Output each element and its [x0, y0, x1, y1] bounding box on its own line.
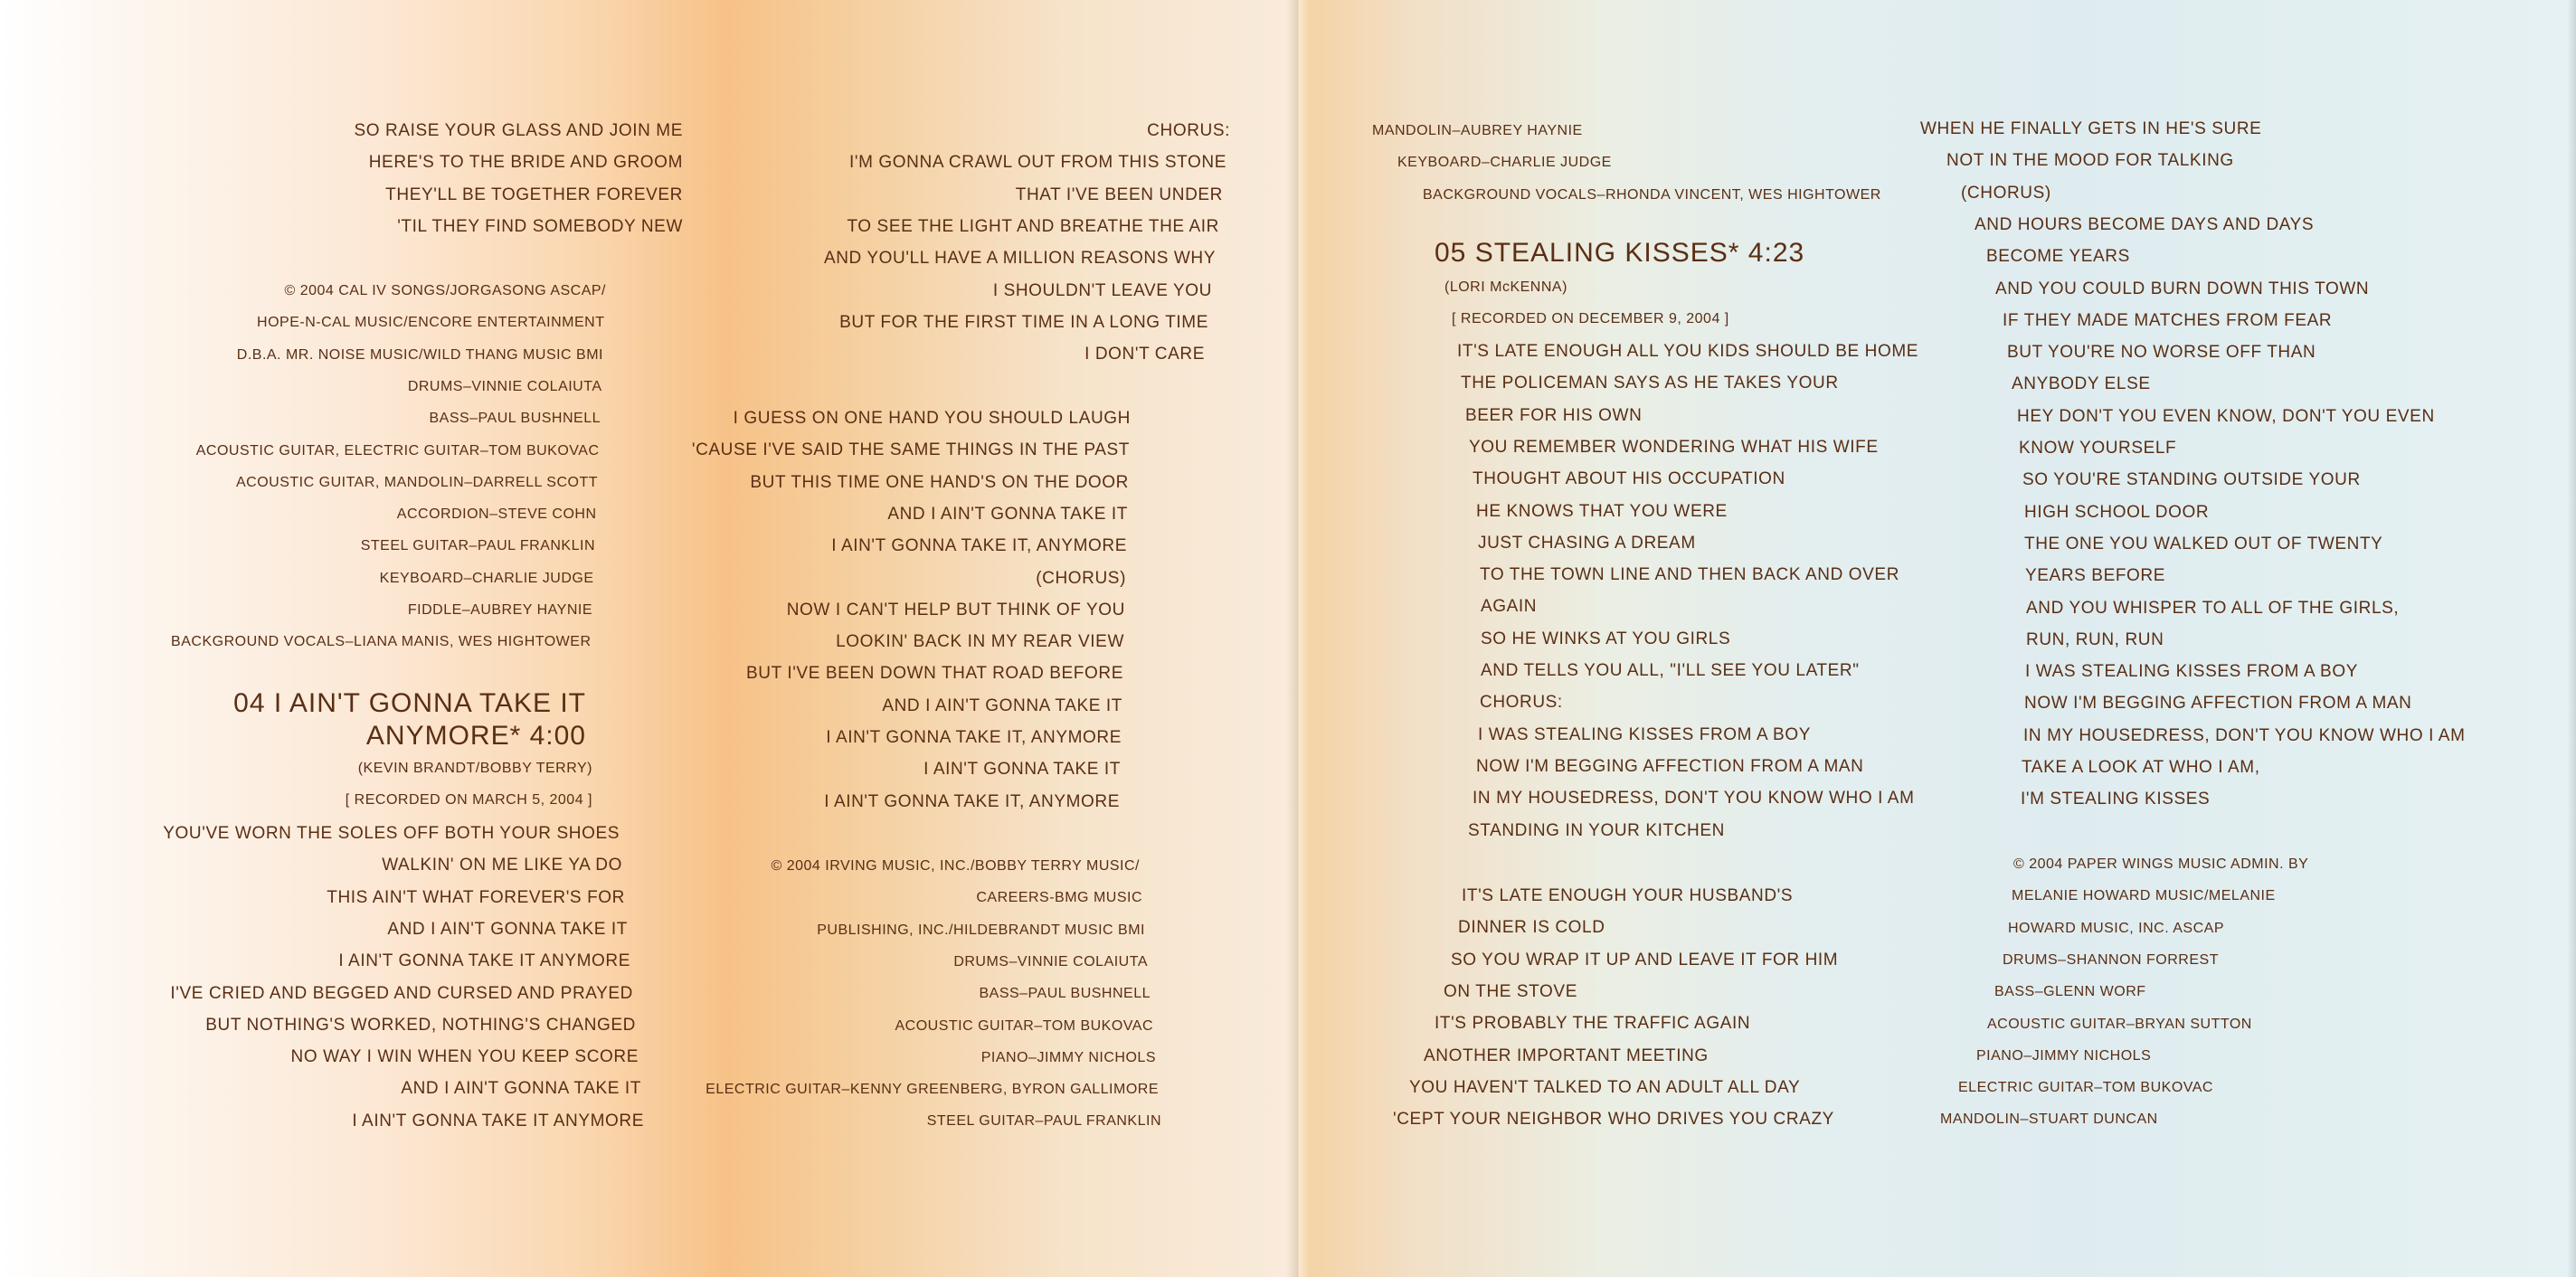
lyric-line: NOT IN THE MOOD FOR TALKING	[1946, 151, 2234, 171]
lyric-line: (CHORUS)	[1961, 183, 2051, 203]
lyric-line: AND YOU WHISPER TO ALL OF THE GIRLS,	[2026, 598, 2400, 618]
credit-line: PIANO–JIMMY NICHOLS	[980, 1049, 1156, 1065]
lyric-line: CHORUS:	[1147, 121, 1230, 140]
lyric-line: IN MY HOUSEDRESS, DON'T YOU KNOW WHO I AM	[2023, 725, 2466, 745]
credit-line: MELANIE HOWARD MUSIC/MELANIE	[2012, 888, 2276, 904]
lyric-line: YEARS BEFORE	[2025, 566, 2166, 586]
lyric-line: YOU REMEMBER WONDERING WHAT HIS WIFE	[1469, 437, 1879, 457]
lyric-line: AND I AIN'T GONNA TAKE IT	[882, 695, 1122, 715]
lyric-line: I WAS STEALING KISSES FROM A BOY	[1478, 724, 1811, 744]
lyric-line: YOU HAVEN'T TALKED TO AN ADULT ALL DAY	[1409, 1077, 1801, 1097]
lyric-line: IF THEY MADE MATCHES FROM FEAR	[2003, 310, 2333, 330]
lyric-line: I WAS STEALING KISSES FROM A BOY	[2025, 662, 2358, 682]
credit-line: BASS–PAUL BUSHNELL	[429, 411, 601, 427]
credit-line: © 2004 CAL IV SONGS/JORGASONG ASCAP/	[284, 283, 606, 298]
lyric-line: I AIN'T GONNA TAKE IT	[923, 760, 1121, 780]
credit-line: BACKGROUND VOCALS–LIANA MANIS, WES HIGHTOWER	[171, 634, 592, 650]
lyric-line: HIGH SCHOOL DOOR	[2024, 502, 2210, 522]
lyric-line: IT'S LATE ENOUGH ALL YOU KIDS SHOULD BE HOME	[1457, 342, 1919, 361]
lyric-line: LOOKIN' BACK IN MY REAR VIEW	[836, 632, 1124, 652]
credit-line: ACOUSTIC GUITAR–BRYAN SUTTON	[1987, 1016, 2252, 1032]
lyric-line: AND HOURS BECOME DAYS AND DAYS	[1975, 214, 2315, 234]
song-meta-line: [ RECORDED ON DECEMBER 9, 2004 ]	[1452, 311, 1729, 327]
lyric-line: STANDING IN YOUR KITCHEN	[1468, 820, 1725, 840]
lyric-line: THEY'LL BE TOGETHER FOREVER	[385, 184, 683, 204]
lyric-line: AND TELLS YOU ALL, "I'LL SEE YOU LATER"	[1481, 661, 1860, 680]
lyric-line: I AIN'T GONNA TAKE IT ANYMORE	[338, 951, 630, 971]
song-04-title-line-1: 04 I AIN'T GONNA TAKE IT	[233, 688, 586, 718]
credit-line: HOWARD MUSIC, INC. ASCAP	[2008, 920, 2224, 936]
lyric-line: KNOW YOURSELF	[2019, 439, 2177, 458]
lyric-line: SO YOU'RE STANDING OUTSIDE YOUR	[2022, 470, 2361, 490]
lyric-line: HEY DON'T YOU EVEN KNOW, DON'T YOU EVEN	[2017, 406, 2435, 426]
lyric-line: BECOME YEARS	[1986, 247, 2130, 267]
page-edge	[2567, 0, 2576, 1277]
lyric-line: TAKE A LOOK AT WHO I AM,	[2022, 758, 2260, 777]
credit-line: CAREERS-BMG MUSIC	[976, 890, 1142, 906]
lyric-line: CHORUS:	[1480, 693, 1563, 713]
credit-line: PUBLISHING, INC./HILDEBRANDT MUSIC BMI	[817, 922, 1145, 938]
credit-line: BASS–PAUL BUSHNELL	[979, 986, 1151, 1002]
lyric-line: JUST CHASING A DREAM	[1478, 533, 1696, 553]
lyric-line: I AIN'T GONNA TAKE IT, ANYMORE	[826, 728, 1122, 747]
credit-line: ACOUSTIC GUITAR–TOM BUKOVAC	[895, 1017, 1153, 1034]
lyric-line: IT'S LATE ENOUGH YOUR HUSBAND'S	[1462, 886, 1794, 905]
credit-line: DRUMS–SHANNON FORREST	[2003, 951, 2219, 968]
lyric-line: AND I AIN'T GONNA TAKE IT	[387, 919, 628, 939]
lyric-line: ANOTHER IMPORTANT MEETING	[1424, 1045, 1709, 1065]
lyric-line: BUT YOU'RE NO WORSE OFF THAN	[2007, 343, 2316, 363]
lyric-line: NOW I'M BEGGING AFFECTION FROM A MAN	[1476, 756, 1864, 776]
lyric-line: BUT FOR THE FIRST TIME IN A LONG TIME	[839, 312, 1208, 332]
lyric-line: (CHORUS)	[1036, 568, 1126, 588]
lyric-line: I AIN'T GONNA TAKE IT, ANYMORE	[831, 536, 1127, 556]
lyric-line: 'TIL THEY FIND SOMEBODY NEW	[397, 216, 683, 236]
lyric-line: ON THE STOVE	[1444, 981, 1577, 1001]
credit-line: BASS–GLENN WORF	[1994, 984, 2146, 1000]
credit-line: KEYBOARD–CHARLIE JUDGE	[1397, 155, 1612, 171]
song-05-title: 05 STEALING KISSES* 4:23	[1435, 238, 1805, 268]
lyric-line: AND I AIN'T GONNA TAKE IT	[401, 1079, 641, 1099]
credit-line: ACOUSTIC GUITAR, MANDOLIN–DARRELL SCOTT	[236, 474, 598, 490]
lyric-line: BEER FOR HIS OWN	[1465, 405, 1643, 425]
lyric-line: I SHOULDN'T LEAVE YOU	[992, 280, 1212, 300]
lyric-line: TO SEE THE LIGHT AND BREATHE THE AIR	[847, 216, 1219, 236]
lyric-line: IN MY HOUSEDRESS, DON'T YOU KNOW WHO I AM	[1473, 789, 1915, 809]
credit-line: STEEL GUITAR–PAUL FRANKLIN	[360, 538, 595, 554]
lyric-line: I AIN'T GONNA TAKE IT ANYMORE	[352, 1111, 644, 1130]
lyric-line: IT'S PROBABLY THE TRAFFIC AGAIN	[1435, 1014, 1751, 1034]
lyric-line: I DON'T CARE	[1084, 345, 1205, 364]
lyric-line: ANYBODY ELSE	[2012, 374, 2151, 394]
lyric-line: SO YOU WRAP IT UP AND LEAVE IT FOR HIM	[1451, 950, 1839, 970]
lyric-line: BUT NOTHING'S WORKED, NOTHING'S CHANGED	[205, 1015, 636, 1035]
lyric-line: HERE'S TO THE BRIDE AND GROOM	[368, 153, 683, 173]
credit-line: STEEL GUITAR–PAUL FRANKLIN	[926, 1113, 1161, 1130]
lyric-line: SO RAISE YOUR GLASS AND JOIN ME	[354, 121, 683, 140]
lyric-line: YOU'VE WORN THE SOLES OFF BOTH YOUR SHOES	[163, 824, 620, 843]
credit-line: BACKGROUND VOCALS–RHONDA VINCENT, WES HIGHTOWER	[1423, 186, 1881, 203]
lyric-line: I'M GONNA CRAWL OUT FROM THIS STONE	[849, 153, 1226, 173]
lyric-line: WALKIN' ON ME LIKE YA DO	[382, 856, 622, 875]
lyric-line: AND YOU'LL HAVE A MILLION REASONS WHY	[823, 249, 1216, 269]
lyric-line: AND I AIN'T GONNA TAKE IT	[887, 504, 1128, 524]
song-meta-line: [ RECORDED ON MARCH 5, 2004 ]	[345, 792, 592, 809]
lyric-line: SO HE WINKS AT YOU GIRLS	[1481, 629, 1731, 648]
credit-line: ACCORDION–STEVE COHN	[396, 506, 597, 523]
lyric-line: NO WAY I WIN WHEN YOU KEEP SCORE	[290, 1047, 639, 1067]
credit-line: HOPE-N-CAL MUSIC/ENCORE ENTERTAINMENT	[257, 315, 605, 331]
credit-line: DRUMS–VINNIE COLAIUTA	[407, 378, 602, 394]
credit-line: DRUMS–VINNIE COLAIUTA	[953, 953, 1148, 970]
song-04-title-line-2: ANYMORE* 4:00	[365, 721, 586, 751]
lyric-line: I GUESS ON ONE HAND YOU SHOULD LAUGH	[733, 409, 1131, 428]
lyric-line: BUT THIS TIME ONE HAND'S ON THE DOOR	[750, 472, 1129, 492]
lyric-line: BUT I'VE BEEN DOWN THAT ROAD BEFORE	[745, 664, 1123, 684]
song-meta-line: (LORI McKENNA)	[1444, 279, 1567, 295]
credit-line: © 2004 PAPER WINGS MUSIC ADMIN. BY	[2013, 856, 2309, 872]
credit-line: KEYBOARD–CHARLIE JUDGE	[379, 570, 594, 586]
credit-line: PIANO–JIMMY NICHOLS	[1976, 1047, 2152, 1064]
song-meta-line: (KEVIN BRANDT/BOBBY TERRY)	[357, 761, 592, 776]
lyric-line: THIS AIN'T WHAT FOREVER'S FOR	[327, 887, 625, 907]
credit-line: MANDOLIN–AUBREY HAYNIE	[1372, 123, 1583, 138]
page-gutter	[1286, 0, 1310, 1277]
credit-line: ELECTRIC GUITAR–TOM BUKOVAC	[1958, 1080, 2213, 1096]
lyric-line: RUN, RUN, RUN	[2026, 629, 2164, 649]
lyric-line: THAT I'VE BEEN UNDER	[1015, 184, 1223, 204]
lyric-line: I'VE CRIED AND BEGGED AND CURSED AND PRAYED	[170, 983, 633, 1003]
lyric-line: WHEN HE FINALLY GETS IN HE'S SURE	[1920, 119, 2262, 138]
lyric-line: HE KNOWS THAT YOU WERE	[1476, 501, 1728, 521]
lyric-line: DINNER IS COLD	[1458, 918, 1605, 938]
lyric-line: THE ONE YOU WALKED OUT OF TWENTY	[2024, 534, 2383, 553]
lyric-line: 'CAUSE I'VE SAID THE SAME THINGS IN THE PAST	[691, 440, 1130, 460]
lyric-line: NOW I'M BEGGING AFFECTION FROM A MAN	[2024, 694, 2412, 714]
lyric-line: AGAIN	[1481, 597, 1538, 617]
lyric-line: I'M STEALING KISSES	[2021, 790, 2211, 809]
lyric-line: NOW I CAN'T HELP BUT THINK OF YOU	[786, 600, 1125, 620]
credit-line: FIDDLE–AUBREY HAYNIE	[407, 602, 592, 618]
credit-line: D.B.A. MR. NOISE MUSIC/WILD THANG MUSIC BMI	[236, 346, 603, 363]
credit-line: MANDOLIN–STUART DUNCAN	[1940, 1111, 2158, 1128]
lyric-line: THE POLICEMAN SAYS AS HE TAKES YOUR	[1461, 374, 1839, 393]
lyric-line: 'CEPT YOUR NEIGHBOR WHO DRIVES YOU CRAZY	[1393, 1110, 1834, 1130]
credit-line: ELECTRIC GUITAR–KENNY GREENBERG, BYRON GALLIMORE	[706, 1082, 1159, 1098]
lyric-line: I AIN'T GONNA TAKE IT, ANYMORE	[824, 791, 1120, 811]
lyric-line: THOUGHT ABOUT HIS OCCUPATION	[1473, 469, 1785, 489]
credit-line: © 2004 IRVING MUSIC, INC./BOBBY TERRY MUSIC/	[771, 858, 1140, 874]
lyric-line: AND YOU COULD BURN DOWN THIS TOWN	[1995, 279, 2370, 298]
lyric-line: TO THE TOWN LINE AND THEN BACK AND OVER	[1480, 565, 1900, 585]
credit-line: ACOUSTIC GUITAR, ELECTRIC GUITAR–TOM BUKOVAC	[195, 442, 600, 459]
